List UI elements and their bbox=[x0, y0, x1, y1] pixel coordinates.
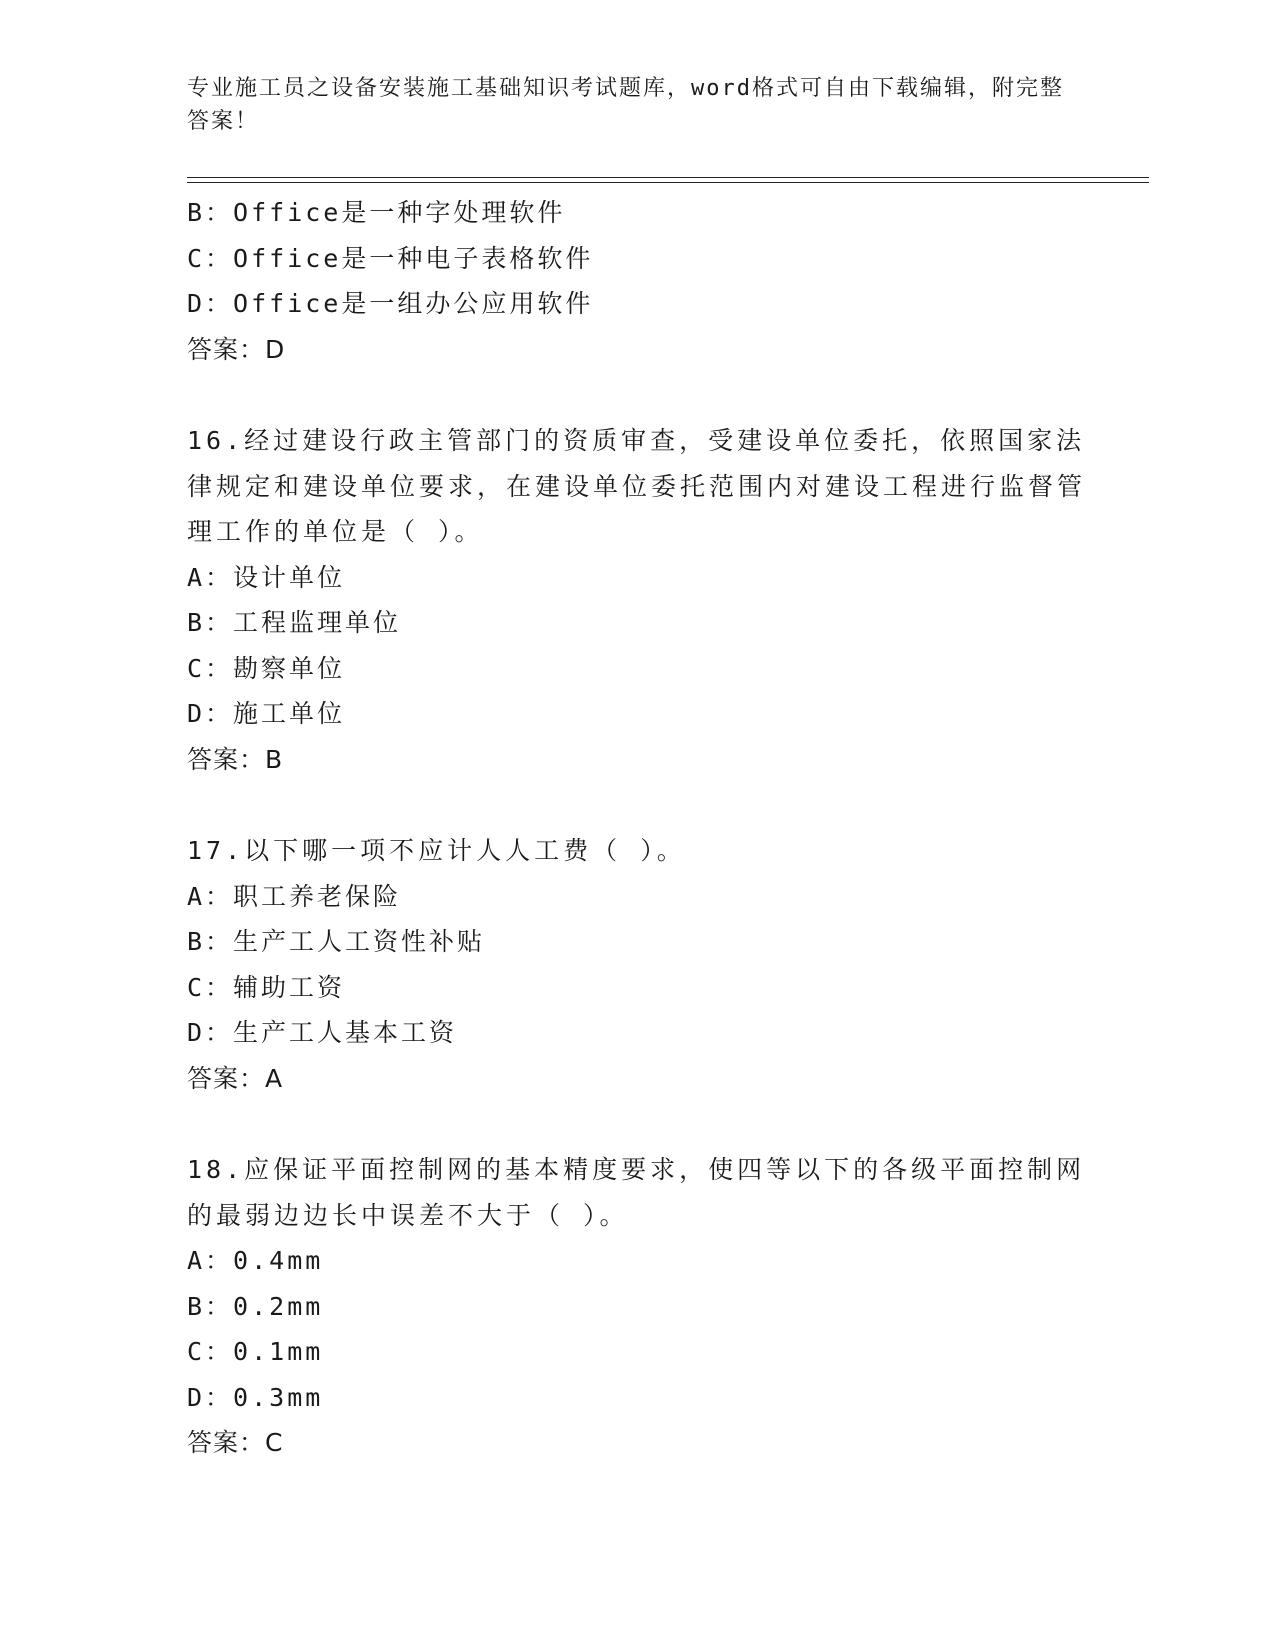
option-c: C：辅助工资 bbox=[187, 972, 346, 1002]
spacer bbox=[187, 372, 1087, 418]
option-d: D：Office是一组办公应用软件 bbox=[187, 289, 594, 318]
option-c: C：0.1mm bbox=[187, 1337, 324, 1366]
question-text: 18.应保证平面控制网的基本精度要求，使四等以下的各级平面控制网的最弱边边长中误差不大于（ ）。 bbox=[187, 1155, 1086, 1230]
option-b: B：0.2mm bbox=[187, 1291, 324, 1321]
option-a: A：设计单位 bbox=[187, 562, 346, 592]
header-divider-bottom bbox=[187, 182, 1149, 183]
answer-label: 答案：C bbox=[187, 1428, 284, 1457]
document-body bbox=[187, 190, 1087, 1466]
option-b: B：工程监理单位 bbox=[187, 608, 402, 637]
option-a: A：职工养老保险 bbox=[187, 881, 402, 911]
answer-label: 答案：B bbox=[187, 744, 284, 774]
document-header: 专业施工员之设备安装施工基础知识考试题库，word格式可自由下载编辑，附完整答案！ bbox=[187, 76, 1064, 134]
option-d: D：生产工人基本工资 bbox=[187, 1018, 458, 1047]
option-b: B：Office是一种字处理软件 bbox=[187, 198, 566, 227]
spacer bbox=[187, 782, 1087, 828]
header-divider-top bbox=[187, 177, 1149, 178]
spacer bbox=[187, 1101, 1087, 1147]
answer-label: 答案：D bbox=[187, 334, 286, 364]
question-15-partial bbox=[187, 190, 1087, 372]
question-16 bbox=[187, 418, 1087, 782]
option-d: D：0.3mm bbox=[187, 1382, 324, 1412]
option-c: C：Office是一种电子表格软件 bbox=[187, 243, 594, 273]
option-c: C：勘察单位 bbox=[187, 653, 346, 683]
answer-label: 答案：A bbox=[187, 1063, 284, 1093]
question-18 bbox=[187, 1147, 1087, 1466]
option-b: B：生产工人工资性补贴 bbox=[187, 927, 486, 956]
question-17 bbox=[187, 828, 1087, 1101]
question-text: 17.以下哪一项不应计人人工费（ ）。 bbox=[187, 836, 686, 865]
question-text: 16.经过建设行政主管部门的资质审查，受建设单位委托，依照国家法律规定和建设单位要求，在建设单位委托范围内对建设工程进行监督管理工作的单位是（ ）。 bbox=[187, 426, 1087, 546]
option-a: A：0.4mm bbox=[187, 1246, 324, 1275]
option-d: D：施工单位 bbox=[187, 699, 346, 728]
